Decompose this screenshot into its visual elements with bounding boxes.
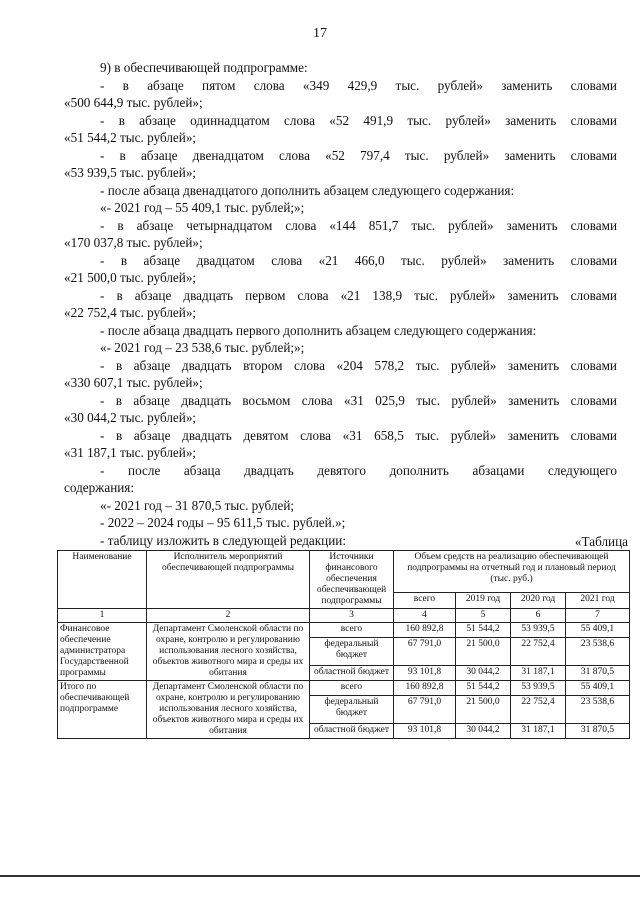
cell-2020: 31 187,1 xyxy=(511,665,566,680)
cell-2021: 31 870,5 xyxy=(566,665,630,680)
cell-total: 160 892,8 xyxy=(394,623,456,638)
header-2020: 2020 год xyxy=(511,592,566,608)
cell-2021: 55 409,1 xyxy=(566,623,630,638)
text-line: «21 500,0 тыс. рублей»; xyxy=(64,270,197,285)
amendment-text xyxy=(64,59,617,549)
text-line: «500 644,9 тыс. рублей»; xyxy=(64,95,203,110)
text-line: «53 939,5 тыс. рублей»; xyxy=(64,165,197,180)
row-source: всего xyxy=(310,623,394,638)
row-executor: Департамент Смоленской области по охране, контролю и регулированию использования лесного хозяйства, объектов животного мира и среды их обитания xyxy=(147,681,310,739)
text-line: - после абзаца двадцать девятого дополнить абзацами следующего xyxy=(100,462,617,478)
column-number: 3 xyxy=(310,609,394,623)
text-line: - в абзаце двадцать первом слова «21 138,9 тыс. рублей» заменить словами xyxy=(100,287,617,303)
column-number: 7 xyxy=(566,609,630,623)
cell-2019: 21 500,0 xyxy=(456,638,511,665)
funding-table xyxy=(57,550,630,739)
row-source: всего xyxy=(310,681,394,696)
row-name: Итого по обеспечивающей подпрограмме xyxy=(58,681,147,739)
row-source: федеральный бюджет xyxy=(310,638,394,665)
text-line: содержания: xyxy=(64,480,135,495)
text-line: - в абзаце двадцать девятом слова «31 658,5 тыс. рублей» заменить словами xyxy=(100,427,617,443)
header-volume: Объем средств на реализацию обеспечивающей подпрограммы на отчетный год и плановый период (тыс. руб.) xyxy=(394,551,630,593)
row-source: федеральный бюджет xyxy=(310,696,394,723)
cell-total: 67 791,0 xyxy=(394,696,456,723)
table-header-row xyxy=(58,551,630,593)
cell-2020: 22 752,4 xyxy=(511,638,566,665)
header-2019: 2019 год xyxy=(456,592,511,608)
page-number: 17 xyxy=(313,26,327,41)
table-row xyxy=(58,681,630,696)
header-total: всего xyxy=(394,592,456,608)
text-line: - в абзаце двенадцатом слова «52 797,4 тыс. рублей» заменить словами xyxy=(100,147,617,163)
row-name: Финансовое обеспечение администратора Государственной программы xyxy=(58,623,147,681)
column-number: 6 xyxy=(511,609,566,623)
cell-2019: 21 500,0 xyxy=(456,696,511,723)
table-row xyxy=(58,623,630,638)
cell-2020: 53 939,5 xyxy=(511,681,566,696)
text-line: - в абзаце двадцатом слова «21 466,0 тыс. рублей» заменить словами xyxy=(100,252,617,268)
text-line: - в абзаце четырнадцатом слова «144 851,7 тыс. рублей» заменить словами xyxy=(100,217,617,233)
header-executor: Исполнитель мероприятий обеспечивающей подпрограммы xyxy=(147,551,310,609)
text-line: - в абзаце пятом слова «349 429,9 тыс. рублей» заменить словами xyxy=(100,77,617,93)
row-source: областной бюджет xyxy=(310,723,394,738)
text-line: - в абзаце двадцать втором слова «204 578,2 тыс. рублей» заменить словами xyxy=(100,357,617,373)
header-sources: Источники финансового обеспечения обеспечивающей подпрограммы xyxy=(310,551,394,609)
cell-2020: 31 187,1 xyxy=(511,723,566,738)
cell-2019: 30 044,2 xyxy=(456,665,511,680)
cell-total: 93 101,8 xyxy=(394,665,456,680)
text-line: «30 044,2 тыс. рублей»; xyxy=(64,410,197,425)
cell-2019: 51 544,2 xyxy=(456,681,511,696)
cell-2020: 53 939,5 xyxy=(511,623,566,638)
text-line: «170 037,8 тыс. рублей»; xyxy=(64,235,203,250)
header-2021: 2021 год xyxy=(566,592,630,608)
cell-2019: 30 044,2 xyxy=(456,723,511,738)
text-line: - после абзаца двадцать первого дополнить абзацем следующего содержания: xyxy=(100,322,537,338)
text-line: 9) в обеспечивающей подпрограмме: xyxy=(100,60,308,75)
text-line: «- 2021 год – 31 870,5 тыс. рублей; xyxy=(100,497,295,513)
text-line: «330 607,1 тыс. рублей»; xyxy=(64,375,203,390)
column-number: 5 xyxy=(456,609,511,623)
text-line: - в абзаце одиннадцатом слова «52 491,9 тыс. рублей» заменить словами xyxy=(100,112,617,128)
text-line: - таблицу изложить в следующей редакции: xyxy=(100,532,347,548)
text-line: «- 2021 год – 55 409,1 тыс. рублей;»; xyxy=(100,200,305,215)
text-line: «31 187,1 тыс. рублей»; xyxy=(64,445,197,460)
text-line: «22 752,4 тыс. рублей»; xyxy=(64,305,197,320)
column-number: 4 xyxy=(394,609,456,623)
column-number: 1 xyxy=(58,609,147,623)
cell-total: 93 101,8 xyxy=(394,723,456,738)
row-source: областной бюджет xyxy=(310,665,394,680)
cell-2021: 31 870,5 xyxy=(566,723,630,738)
cell-total: 160 892,8 xyxy=(394,681,456,696)
cell-2021: 55 409,1 xyxy=(566,681,630,696)
footer-rule xyxy=(0,875,640,877)
text-line: «51 544,2 тыс. рублей»; xyxy=(64,130,197,145)
column-number: 2 xyxy=(147,609,310,623)
cell-2021: 23 538,6 xyxy=(566,638,630,665)
cell-total: 67 791,0 xyxy=(394,638,456,665)
header-name: Наименование xyxy=(58,551,147,609)
table-caption: «Таблица xyxy=(574,534,628,549)
text-line: - в абзаце двадцать восьмом слова «31 025,9 тыс. рублей» заменить словами xyxy=(100,392,617,408)
row-executor: Департамент Смоленской области по охране, контролю и регулированию использования лесного хозяйства, объектов животного мира и среды их обитания xyxy=(147,623,310,681)
text-line: - 2022 – 2024 годы – 95 611,5 тыс. рублей.»; xyxy=(100,515,346,530)
cell-2020: 22 752,4 xyxy=(511,696,566,723)
column-numbers-row xyxy=(58,609,630,623)
text-line: - после абзаца двенадцатого дополнить абзацем следующего содержания: xyxy=(100,182,515,198)
text-line: «- 2021 год – 23 538,6 тыс. рублей;»; xyxy=(100,340,305,355)
cell-2021: 23 538,6 xyxy=(566,696,630,723)
cell-2019: 51 544,2 xyxy=(456,623,511,638)
